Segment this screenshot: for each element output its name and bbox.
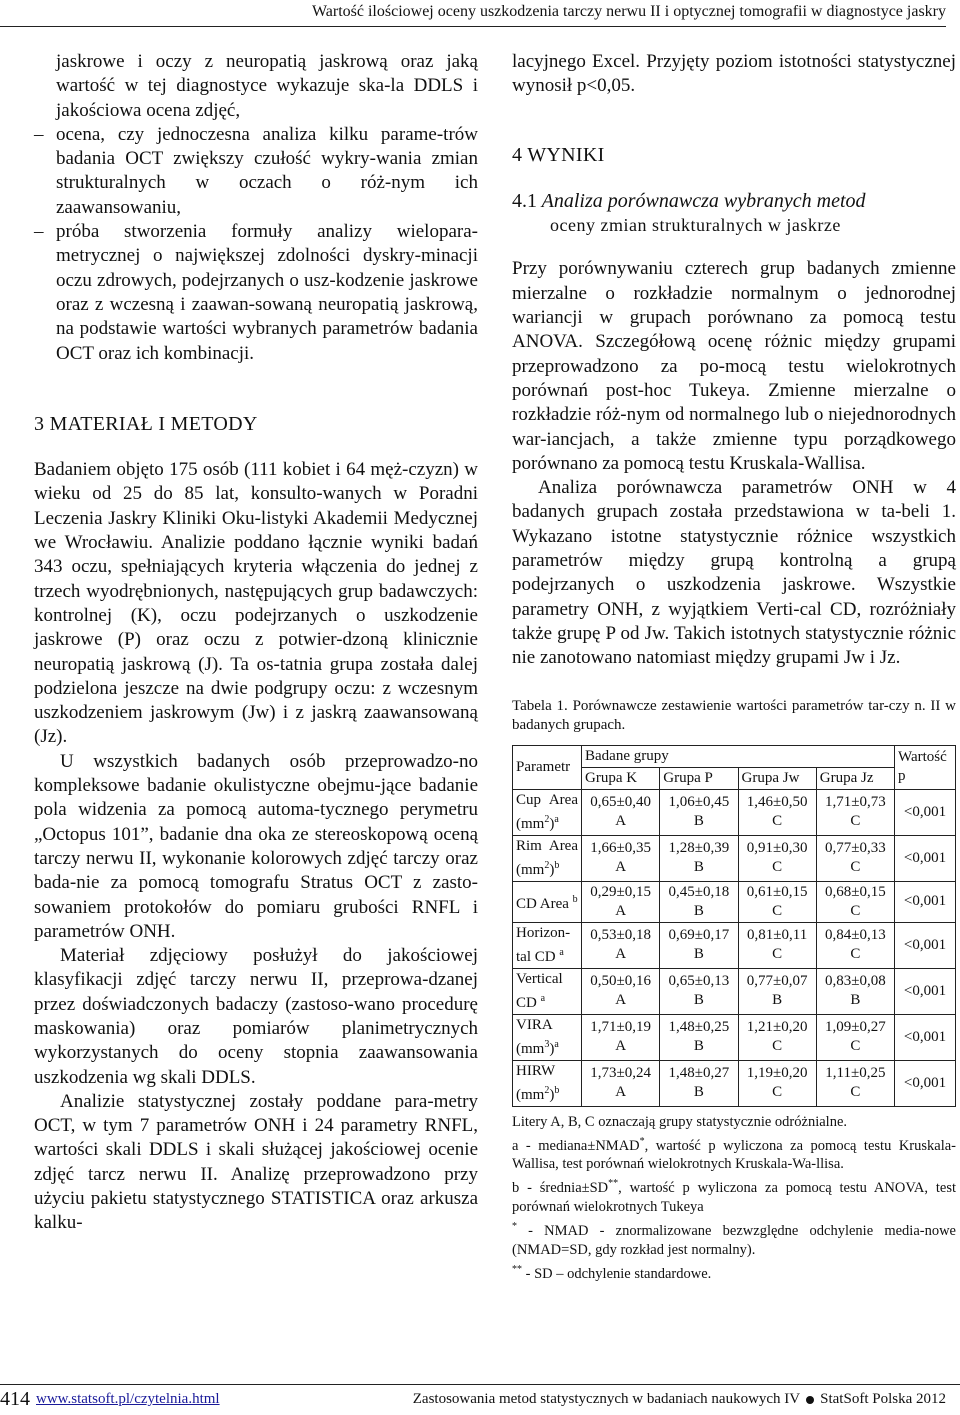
table-row: [513, 789, 956, 835]
table-row: [513, 922, 956, 968]
table-row: [513, 835, 956, 881]
methods-paragraph-1: Badaniem objęto 175 osób (111 kobiet i 64 męż-czyzn) w wieku od 25 do 85 lat, konsulto-wanych w Poradni Leczenia Jaskry Kliniki Oku-listyki Akademii Medycznej we Wrocławiu. Analizie poddano łącznie wyniki badań 343 oczu, spełniających kryteria włączenia do jednej z trzech wyodrębnionych, następujących grup badawczych: kontrolnej (K), oczu podejrzanych o uszkodzenie jaskrowe (P) oraz oczu z potwier-dzoną klinicznie neuropatią jaskrową (J). Ta os-tatnia grupa została dalej podzielona jeszcze na dwie podgrupy oczu: z wczesnym uszkodzeniem jaskrowym (Jw) i z jaskrą zaawansowaną (Jz).: [34, 459, 478, 748]
row-value: 0,84±0,13 C: [816, 922, 894, 968]
results-paragraph-1: Przy porównywaniu czterech grup badanych zmienne mierzalne o rozkładzie normalnym o jednorodnej wariancji w grupach porównano za pomocą testu ANOVA. Szczegółową ocenę różnic między grupami przeprowadzono za po-mocą testu wielokrotnych porównań post-hoc Tukeya. Zmienne mierzalne o rozkładzie róż-nym od normalnego lub o niejednorodnych war-iancjach, a także zmienne typu porządkowego porównano za pomocą testu Kruskala-Wallisa.: [512, 258, 956, 474]
note-b: b - średnia±SD**, wartość p wyliczona za pomocą testu ANOVA, test porównań wielokrotnych Tukeya: [512, 1178, 956, 1216]
row-pvalue: <0,001: [895, 881, 956, 922]
row-pvalue: <0,001: [895, 1014, 956, 1060]
section-heading-methods: 3 MATERIAŁ I METODY: [34, 412, 258, 435]
table-row: [513, 1014, 956, 1060]
footer-link[interactable]: www.statsoft.pl/czytelnia.html: [36, 1391, 220, 1407]
bullet-dot-icon: [806, 1396, 814, 1404]
objectives-list: [34, 123, 478, 366]
row-value: 0,53±0,18 A: [582, 922, 660, 968]
row-value: 0,77±0,07 B: [738, 968, 816, 1014]
row-pvalue: <0,001: [895, 835, 956, 881]
row-value: 0,65±0,13 B: [660, 968, 738, 1014]
footer-series: [413, 1385, 946, 1413]
row-pvalue: <0,001: [895, 789, 956, 835]
methods-paragraph-3: Materiał zdjęciowy posłużył do jakościowej klasyfikacji zdjęć tarczy nerwu II, przeprowa-dzanej przez doświadczonych badaczy (zastoso-wano procedurę maskowania) oraz pomiarów planimetrycznych wykorzystanych do oceny stopnia zaawansowania uszkodzenia wg skali DDLS.: [34, 945, 478, 1088]
series-title: Zastosowania metod statystycznych w badaniach naukowych IV: [412, 1391, 801, 1407]
row-value: 1,09±0,27 C: [816, 1014, 894, 1060]
table-row: [513, 968, 956, 1014]
note-a: a - mediana±NMAD*, wartość p wyliczona za pomocą testu Kruskala-Wallisa, test porównań wielokrotnych Kruskala-Wa-llisa.: [512, 1135, 956, 1173]
row-pvalue: <0,001: [895, 922, 956, 968]
row-value: 1,73±0,24 A: [582, 1060, 660, 1106]
results-table: [512, 745, 956, 1107]
table-caption: Tabela 1. Porównawcze zestawienie wartości parametrów tar-czy n. II w badanych grupach.: [512, 697, 956, 733]
row-parameter: CD Area $^b$: [513, 881, 582, 922]
note-sd: ** - SD – odchylenie standardowe.: [512, 1264, 712, 1282]
objective-item: – ocena, czy jednoczesna analiza kilku parame-trów badania OCT zwiększy czułość wykry-wania zmian strukturalnych w oczach o róż-nym ich zaawansowaniu,: [34, 123, 478, 220]
row-value: 0,65±0,40 A: [582, 789, 660, 835]
intro-paragraph: jaskrowe i oczy z neuropatią jaskrową oraz jaką wartość w tej diagnostyce wykazuje ska-la DDLS i jakościowa ocena zdjęć,: [56, 51, 478, 121]
row-parameter: Cup Area $(mm^2)^a$: [513, 789, 582, 835]
note-nmad: * - NMAD - znormalizowane bezwzględne odchylenie media-nowe (NMAD=SD, gdy rozkład jest normalny).: [512, 1221, 956, 1259]
right-column: [512, 50, 956, 1284]
publisher: StatSoft Polska 2012: [820, 1391, 946, 1407]
subsection-title-line2: oceny zmian strukturalnych w jaskrze: [550, 215, 841, 236]
methods-paragraph-cont: lacyjnego Excel. Przyjęty poziom istotności statystycznej wynosił p<0,05.: [512, 51, 956, 97]
running-title: Wartość ilościowej oceny uszkodzenia tarczy nerwu II i optycznej tomografii w diagnostyce jaskry: [311, 3, 946, 20]
row-pvalue: <0,001: [895, 1060, 956, 1106]
table-header-group: Grupa K: [582, 767, 660, 789]
methods-paragraph-2: U wszystkich badanych osób przeprowadzo-no kompleksowe badanie okulistyczne obejmu-jące badanie pola widzenia za pomocą automa-tycznego perymetru „Octopus 101”, badanie dna oka ze stereoskopową oceną tarczy nerwu II, wykonanie kolorowych zdjęć tarczy oraz bada-nie za pomocą tomografu Stratus OCT z zasto-sowaniem protokołów do pomiaru grubości RNFL i parametrów ONH.: [34, 750, 478, 942]
row-value: 0,29±0,15 A: [582, 881, 660, 922]
row-value: 0,68±0,15 C: [816, 881, 894, 922]
table-header-groups: Badane grupy: [582, 745, 895, 767]
page-number: 414: [0, 1388, 30, 1410]
table-header-pvalue: Wartość p: [895, 745, 956, 789]
table-header-group: Grupa Jw: [738, 767, 816, 789]
row-value: 1,06±0,45 B: [660, 789, 738, 835]
row-value: 0,50±0,16 A: [582, 968, 660, 1014]
row-value: 0,45±0,18 B: [660, 881, 738, 922]
row-parameter: Horizon-tal CD $^a$: [513, 922, 582, 968]
row-pvalue: <0,001: [895, 968, 956, 1014]
section-heading-results: 4 WYNIKI: [512, 143, 605, 166]
subsection-number: 4.1: [512, 189, 537, 212]
page-footer: [0, 1384, 960, 1415]
row-parameter: Rim Area $(mm^2)^b$: [513, 835, 582, 881]
table-row: [513, 881, 956, 922]
row-value: 1,46±0,50 C: [738, 789, 816, 835]
running-header: [0, 0, 946, 27]
row-value: 0,77±0,33 C: [816, 835, 894, 881]
row-value: 0,91±0,30 C: [738, 835, 816, 881]
row-parameter: VIRA $(mm^3)^a$: [513, 1014, 582, 1060]
table-row: [513, 1060, 956, 1106]
row-value: 0,69±0,17 B: [660, 922, 738, 968]
subsection-title: Analiza porównawcza wybranych metod: [541, 189, 866, 212]
row-value: 1,48±0,27 B: [660, 1060, 738, 1106]
row-value: 1,21±0,20 C: [738, 1014, 816, 1060]
results-paragraph-2: Analiza porównawcza parametrów ONH w 4 badanych grupach została przedstawiona w ta-beli 1. Wykazano istotne statystycznie różnice wszystkich parametrów między grupą kontrolną a grupą podejrzanych o uszkodzenia jaskrowe. Wszystkie parametry ONH, z wyjątkiem Verti-cal CD, rozróżniały także grupę P od Jw. Takich istotnych statystycznie różnic nie zanotowano natomiast między grupami Jw i Jz.: [512, 477, 956, 669]
row-value: 0,81±0,11 C: [738, 922, 816, 968]
row-value: 1,11±0,25 C: [816, 1060, 894, 1106]
row-value: 0,61±0,15 C: [738, 881, 816, 922]
table-header-parameter: Parametr: [513, 745, 582, 789]
table-body: [513, 789, 956, 1106]
row-parameter: HIRW $(mm^2)^b$: [513, 1060, 582, 1106]
row-value: 1,19±0,20 C: [738, 1060, 816, 1106]
table-header-group: Grupa Jz: [816, 767, 894, 789]
table-header-group: Grupa P: [660, 767, 738, 789]
subsection-heading: [512, 189, 956, 213]
left-column: [34, 50, 478, 1236]
row-value: 1,71±0,73 C: [816, 789, 894, 835]
row-value: 1,71±0,19 A: [582, 1014, 660, 1060]
row-value: 1,66±0,35 A: [582, 835, 660, 881]
row-value: 1,28±0,39 B: [660, 835, 738, 881]
row-parameter: Vertical CD $^a$: [513, 968, 582, 1014]
objective-item: – próba stworzenia formuły analizy wielopara-metrycznej o największej zdolności dyskry-minacji oczu zdrowych, podejrzanych o usz-kodzenie jaskrowe oraz z wczesną i zaawan-sowaną neuropatią jaskrową, na podstawie wartości wybranych parametrów badania OCT oraz ich kombinacji.: [34, 220, 478, 366]
methods-paragraph-4: Analizie statystycznej zostały poddane para-metry OCT, w tym 7 parametrów ONH i 24 parametry RNFL, wartości skali DDLS i skali służącej jakościowej ocenie zdjęć tarcz nerwu II. Analizę przeprowadzono przy użyciu pakietu statystycznego STATISTICA oraz arkusza kalku-: [34, 1090, 478, 1234]
row-value: 1,48±0,25 B: [660, 1014, 738, 1060]
row-value: 0,83±0,08 B: [816, 968, 894, 1014]
note-letters: Litery A, B, C oznaczają grupy statystycznie odróżnialne.: [512, 1113, 848, 1130]
table-notes: [512, 1113, 956, 1284]
